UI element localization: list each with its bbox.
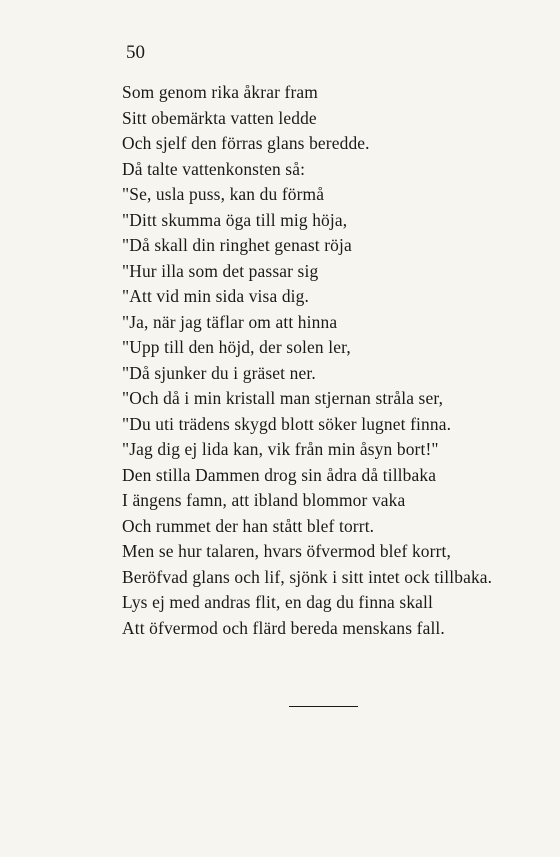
poem-line: Som genom rika åkrar fram: [122, 82, 318, 102]
poem-line: Sitt obemärkta vatten ledde: [122, 107, 317, 128]
poem-line: I ängens famn, att ibland blommor vaka: [122, 490, 406, 510]
page-number: 50: [126, 42, 145, 63]
poem-text: [122, 80, 552, 641]
poem-line: Och rummet der han stått blef torrt.: [122, 515, 375, 536]
poem-line: "Att vid min sida visa dig.: [122, 286, 309, 306]
poem-line: Den stilla Dammen drog sin ådra då tillbaka: [122, 464, 437, 485]
poem-line: Då talte vattenkonsten så:: [122, 158, 306, 179]
poem-line: "Ditt skumma öga till mig höja,: [122, 209, 348, 230]
poem-line: "Ja, när jag täflar om att hinna: [122, 311, 338, 332]
poem-line: Lys ej med andras flit, en dag du finna skall: [122, 592, 434, 612]
poem-line: "Och då i min kristall man stjernan stråla ser,: [122, 388, 444, 408]
poem-line: "Jag dig ej lida kan, vik från min åsyn bort!": [122, 439, 439, 459]
poem-line: "Du uti trädens skygd blott söker lugnet finna.: [122, 413, 452, 434]
poem-line: "Hur illa som det passar sig: [122, 260, 319, 281]
poem-line: "Då skall din ringhet genast röja: [122, 235, 352, 255]
poem-line: Att öfvermod och flärd bereda menskans fall.: [122, 617, 445, 638]
poem-line: Och sjelf den förras glans beredde.: [122, 133, 370, 153]
poem-line: "Då sjunker du i gräset ner.: [122, 362, 316, 383]
poem-line: Men se hur talaren, hvars öfvermod blef korrt,: [122, 541, 452, 561]
poem-line: "Se, usla puss, kan du förmå: [122, 184, 325, 204]
poem-line: "Upp till den höjd, der solen ler,: [122, 337, 351, 357]
section-end-rule: [289, 706, 358, 707]
poem-line: Beröfvad glans och lif, sjönk i sitt intet ock tillbaka.: [122, 566, 493, 587]
